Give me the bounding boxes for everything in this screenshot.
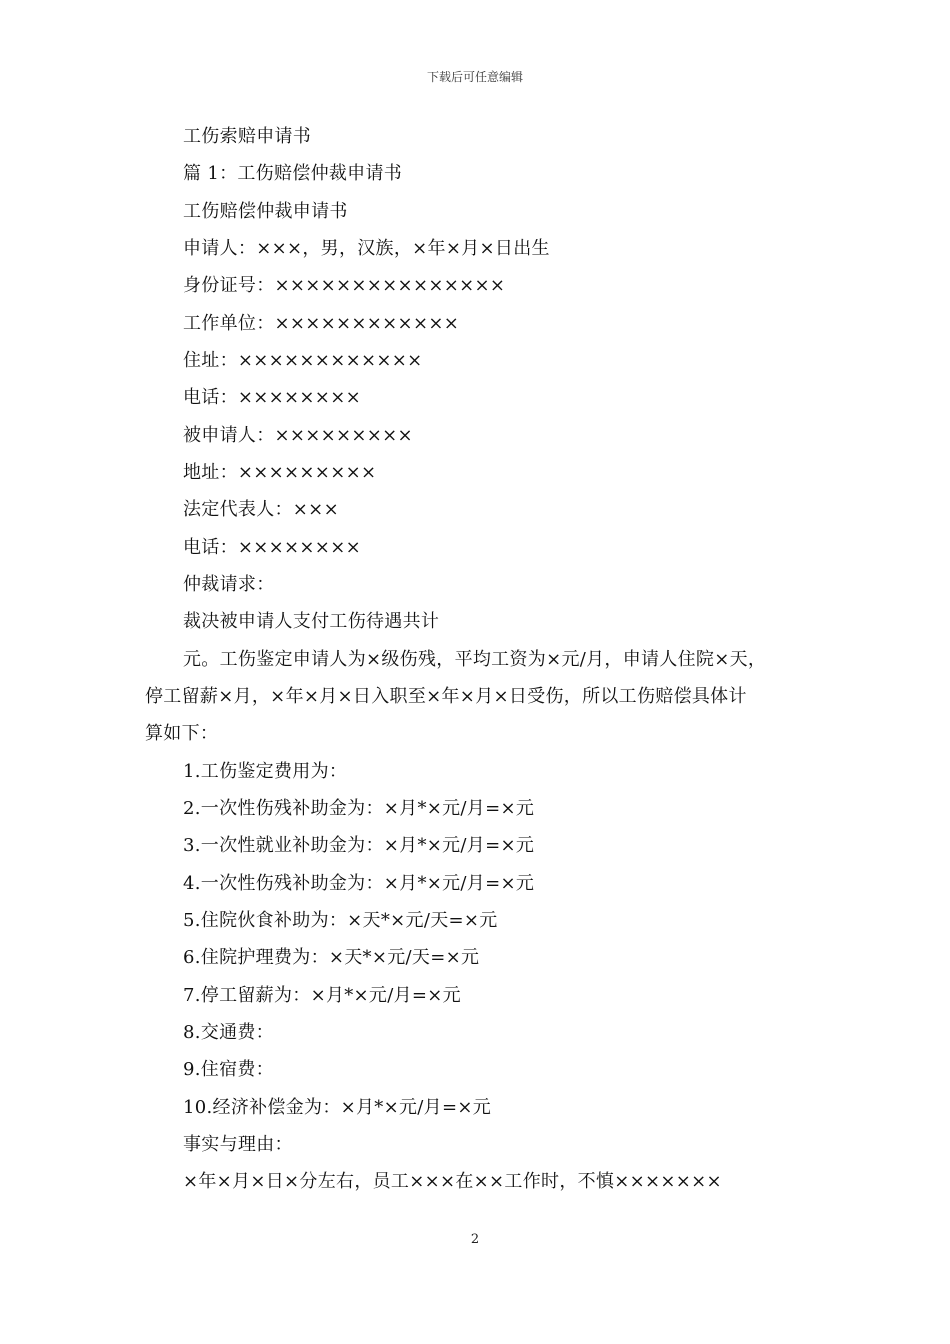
list-item: 10.经济补偿金为：×月*×元/月=×元 [183, 1097, 492, 1118]
facts-line: ×年×月×日×分左右，员工×××在××工作时，不慎××××××× [183, 1171, 722, 1192]
list-item: 5.住院伙食补助为：×天*×元/天=×元 [183, 910, 498, 931]
facts-reasons-heading: 事实与理由： [183, 1134, 293, 1155]
list-item: 7.停工留薪为：×月*×元/月=×元 [183, 985, 461, 1006]
list-item: 6.住院护理费为：×天*×元/天=×元 [183, 947, 480, 968]
list-item: 3.一次性就业补助金为：×月*×元/月=×元 [183, 835, 535, 856]
list-item: 9.住宿费： [183, 1059, 274, 1080]
respondent-address-line: 地址：××××××××× [183, 462, 377, 483]
section-heading: 篇 1：工伤赔偿仲裁申请书 [183, 163, 403, 184]
arbitration-claims-heading: 仲裁请求： [183, 574, 275, 595]
work-unit-line: 工作单位：×××××××××××× [183, 313, 460, 334]
applicant-line: 申请人：×××，男，汉族，×年×月×日出生 [183, 238, 550, 259]
legal-representative-line: 法定代表人：××× [183, 499, 339, 520]
phone-line: 电话：×××××××× [183, 387, 361, 408]
claim-detail-line-2: 停工留薪×月，×年×月×日入职至×年×月×日受伤，所以工伤赔偿具体计 [145, 686, 747, 707]
list-item: 8.交通费： [183, 1022, 274, 1043]
list-item: 4.一次性伤残补助金为：×月*×元/月=×元 [183, 873, 535, 894]
list-item: 1.工伤鉴定费用为： [183, 761, 348, 782]
claim-detail-line-3: 算如下： [145, 723, 219, 744]
document-title: 工伤索赔申请书 [183, 126, 312, 147]
page-number: 2 [470, 1232, 480, 1247]
claim-intro-line: 裁决被申请人支付工伤待遇共计 [183, 611, 440, 632]
list-item: 2.一次性伤残补助金为：×月*×元/月=×元 [183, 798, 535, 819]
id-number-line: 身份证号：××××××××××××××× [183, 275, 506, 296]
respondent-phone-line: 电话：×××××××× [183, 537, 361, 558]
application-title: 工伤赔偿仲裁申请书 [183, 201, 348, 222]
claim-detail-line-1: 元。工伤鉴定申请人为×级伤残，平均工资为×元/月，申请人住院×天， [183, 649, 767, 670]
header-note: 下载后可任意编辑 [426, 70, 523, 84]
respondent-line: 被申请人：××××××××× [183, 425, 413, 446]
address-line: 住址：×××××××××××× [183, 350, 423, 371]
